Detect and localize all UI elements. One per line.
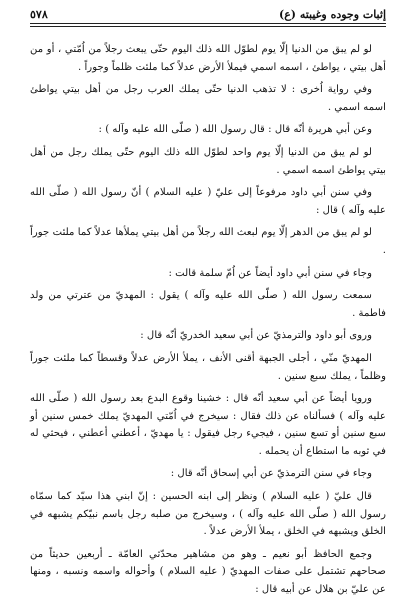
- paragraph: لو لم يبق من الدهر إلّا يوم لبعث الله رجلاً من أهل بيتي يملأها عدلاً كما ملئت جوراً .: [30, 227, 386, 256]
- paragraph: المهديّ منّي ، أجلى الجبهة أقنى الأنف ، يملأ الأرض عدلاً وقسطاً كما ملئت جوراً وظلماً ، يملك سبع سنين .: [30, 352, 386, 382]
- paragraph: وفي رواية اُخرى : لا تذهب الدنيا حتّى يملك العرب رجل من أهل بيتي يواطئ اسمه اسمي .: [30, 84, 386, 113]
- paragraph: وجمع الحافظ أبو نعيم ـ وهو من مشاهير محدّثي العامّة ـ أربعين حديثاً من صحاحهم تشتمل على صفات المهديّ ( عليه السلام ) وأحواله واسمه ونسبه ، ومنها عن عليّ بن هلال عن أبيه قال :: [30, 548, 386, 596]
- paragraph: لو لم يبق من الدنيا إلّا يوم لطوّل الله ذلك اليوم حتّى يبعث رجلاً من اُمّتي ، أو من أهل بيتي ، يواطئ ، اسمه اسمي فيملأ الأرض عدلاً كما ملئت ظلماً وجوراً .: [30, 44, 386, 73]
- paragraph: وفي سنن أبي داود مرفوعاً إلى عليّ ( عليه السلام ) أنّ رسول الله ( صلّى الله عليه وآله ) قال :: [30, 187, 386, 216]
- running-title: إثبات وجوده وغيبته (ع): [279, 8, 386, 21]
- paragraph: ورويا أيضاً عن أبي سعيد أنّه قال : خشينا وقوع البدع بعد رسول الله ( صلّى الله عليه وآله ) فسألناه عن ذلك فقال : سيخرج في اُمّتي المهديّ يملك خمس سنين أو سبع سنين أو تسع سنين ، فيجيء رجل فيقول : يا مهديّ ، أعطني أعطني ، فيحثي له في ثوبه ما استطاع أن يحمله .: [30, 393, 386, 457]
- paragraph: وجاء في سنن الترمذيّ عن أبي إسحاق أنّه قال :: [170, 468, 372, 480]
- page-header: [30, 8, 386, 24]
- paragraph: وجاء في سنن أبي داود أيضاً عن اُمّ سلمة قالت :: [168, 267, 372, 279]
- paragraph: وعن أبي هريرة أنّه قال : قال رسول الله ( صلّى الله عليه وآله ) :: [98, 124, 372, 136]
- paragraph: لو لم يبق من الدنيا إلّا يوم واحد لطوّل الله ذلك اليوم حتّى يملك رجل من أهل بيتي يواطئ اسمه اسمي .: [30, 146, 386, 176]
- page-number: ٥٧٨: [30, 8, 48, 21]
- paragraph: سمعت رسول الله ( صلّى الله عليه وآله ) يقول : المهديّ من عترتي من ولد فاطمة .: [30, 290, 386, 319]
- paragraph: قال عليّ ( عليه السلام ) ونظر إلى ابنه الحسين : إنّ ابني هذا سيّد كما سمّاه رسول الله ( صلّى الله عليه وآله ) ، وسيخرج من صلبه رجل باسم نبيّكم يشبهه في الخلق ويشبهه في الخلق ، يملأ الأرض عدلاً .: [30, 491, 386, 538]
- paragraph: وروى أبو داود والترمذيّ عن أبي سعيد الخدريّ أنّه قال :: [140, 330, 372, 342]
- page-body: [30, 41, 386, 599]
- header-rule: [30, 26, 386, 27]
